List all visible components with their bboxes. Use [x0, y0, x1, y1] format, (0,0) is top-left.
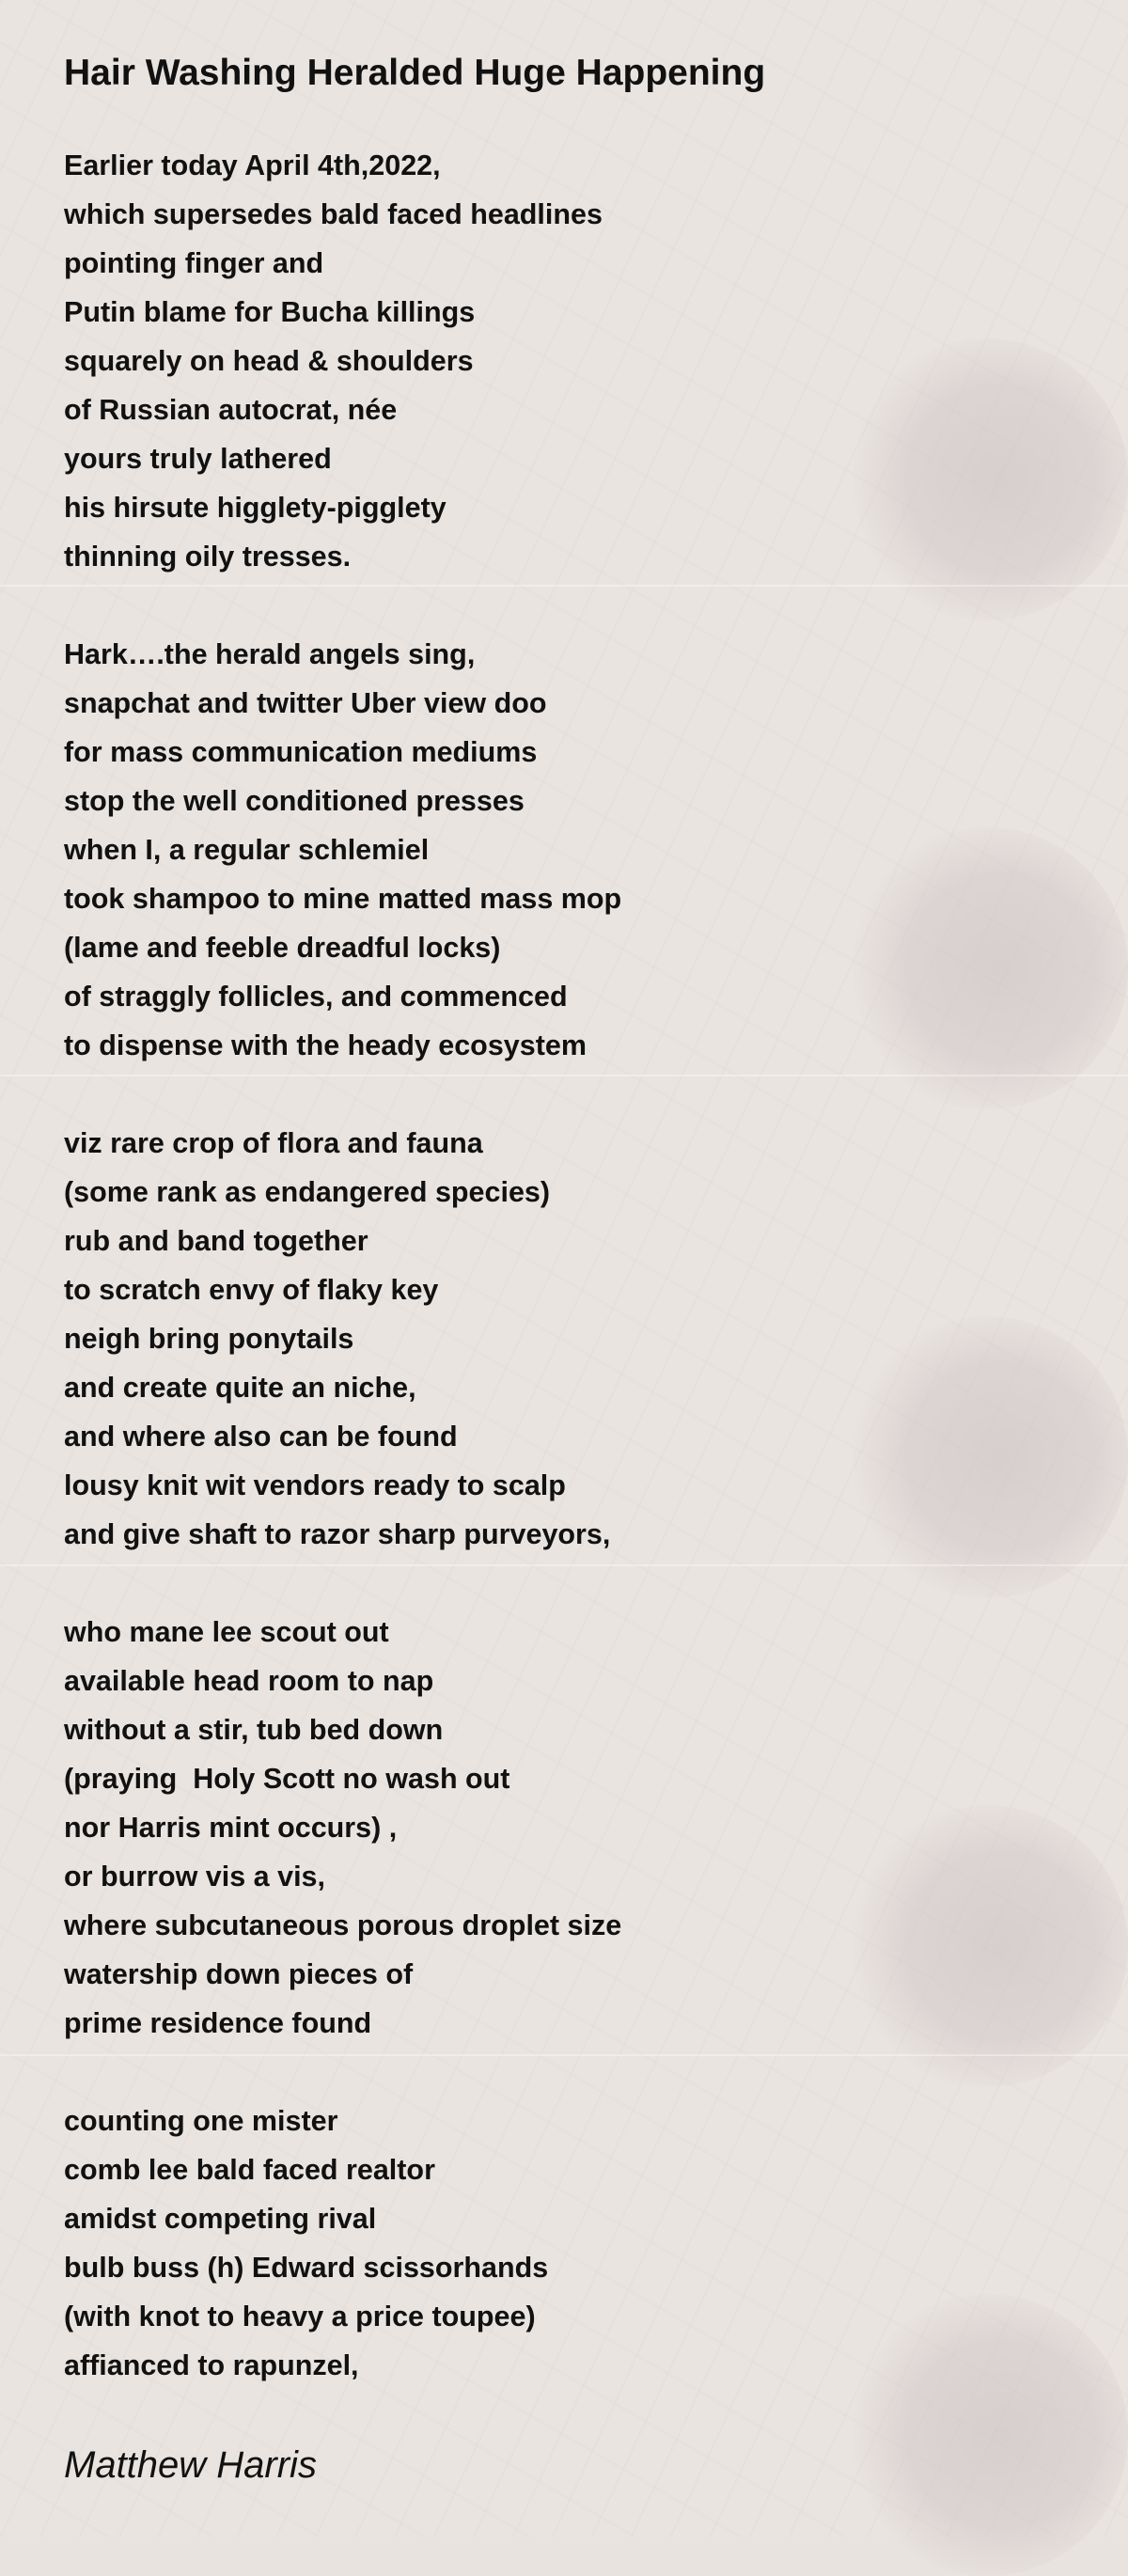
poem-line: Hark….the herald angels sing,	[64, 638, 476, 670]
poem-line: pointing finger and	[64, 247, 324, 279]
poem-line: which supersedes bald faced headlines	[64, 198, 603, 230]
poem-line: neigh bring ponytails	[64, 1323, 354, 1355]
poem-line: to dispense with the heady ecosystem	[64, 1029, 587, 1061]
poem-stanza	[64, 141, 1060, 581]
poem-line: to scratch envy of flaky key	[64, 1274, 439, 1306]
poem-stanza	[64, 1608, 1060, 2048]
poem-line: amidst competing rival	[64, 2203, 377, 2235]
poem-line: Earlier today April 4th,2022,	[64, 149, 441, 181]
poem-line: bulb buss (h) Edward scissorhands	[64, 2252, 549, 2284]
poem-stanza	[64, 630, 1060, 1070]
poem-line: or burrow vis a vis,	[64, 1861, 325, 1893]
poem-line: stop the well conditioned presses	[64, 785, 525, 817]
poem-line: where subcutaneous porous droplet size	[64, 1909, 622, 1941]
poem-line: rub and band together	[64, 1225, 368, 1257]
poem-line: lousy knit wit vendors ready to scalp	[64, 1469, 566, 1501]
poem-line: of straggly follicles, and commenced	[64, 981, 568, 1013]
poem-line: his hirsute higglety-pigglety	[64, 492, 446, 524]
poem-line: viz rare crop of flora and fauna	[64, 1127, 483, 1159]
poem-line: thinning oily tresses.	[64, 541, 352, 573]
poem-line: snapchat and twitter Uber view doo	[64, 687, 547, 719]
poem-line: available head room to nap	[64, 1665, 434, 1697]
poem-line: took shampoo to mine matted mass mop	[64, 883, 622, 915]
poem-line: affianced to rapunzel,	[64, 2349, 359, 2381]
poem-line: and where also can be found	[64, 1421, 458, 1453]
poem-line: squarely on head & shoulders	[64, 345, 474, 377]
poem-line: counting one mister	[64, 2105, 338, 2137]
poem-stanza	[64, 2097, 1060, 2390]
poem-line: (praying Holy Scott no wash out	[64, 1763, 510, 1795]
poem-line: nor Harris mint occurs) ,	[64, 1812, 398, 1844]
poem-line: who mane lee scout out	[64, 1616, 389, 1648]
poem-line: (lame and feeble dreadful locks)	[64, 932, 501, 964]
poem-line: for mass communication mediums	[64, 736, 538, 768]
poem-author: Matthew Harris	[64, 2444, 317, 2486]
poem-line: comb lee bald faced realtor	[64, 2154, 435, 2186]
poem-title: Hair Washing Heralded Huge Happening	[64, 53, 766, 93]
poem-line: Putin blame for Bucha killings	[64, 296, 476, 328]
poem-body	[64, 141, 1060, 2439]
poem-line: prime residence found	[64, 2007, 372, 2039]
poem-line: of Russian autocrat, née	[64, 394, 398, 426]
poem-line: watership down pieces of	[64, 1958, 414, 1990]
poem-line: and create quite an niche,	[64, 1372, 416, 1404]
poem-line: without a stir, tub bed down	[64, 1714, 444, 1746]
poem-line: yours truly lathered	[64, 443, 332, 475]
poem-stanza	[64, 1119, 1060, 1559]
poem-line: (with knot to heavy a price toupee)	[64, 2301, 536, 2333]
poem-line: (some rank as endangered species)	[64, 1176, 551, 1208]
poem-line: and give shaft to razor sharp purveyors,	[64, 1518, 611, 1550]
poem-line: when I, a regular schlemiel	[64, 834, 430, 866]
